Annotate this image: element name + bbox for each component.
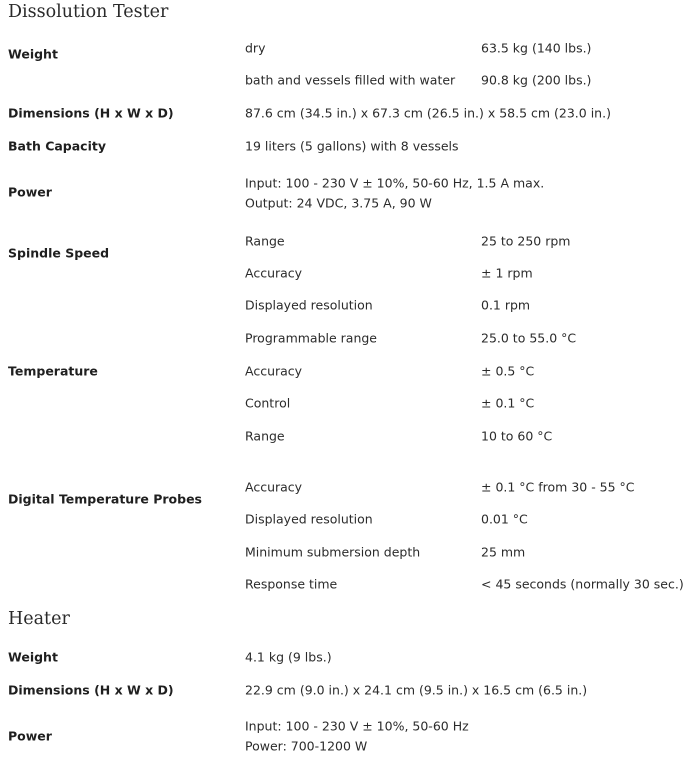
spec-value-dimensions: 87.6 cm (34.5 in.) x 67.3 cm (26.5 in.) x 58.5 cm (23.0 in.): [245, 105, 611, 121]
spec-value-power-output: Output: 24 VDC, 3.75 A, 90 W: [245, 195, 432, 211]
heater-value-dimensions: 22.9 cm (9.0 in.) x 24.1 cm (9.5 in.) x 16.5 cm (6.5 in.): [245, 682, 588, 698]
spec-sub-filled: bath and vessels filled with water: [245, 72, 456, 88]
spec-label-temperature: Temperature: [8, 363, 98, 379]
section-title-heater: Heater: [8, 609, 70, 629]
spec-label-weight: Weight: [8, 46, 58, 62]
spec-sub-temp-programmable: Programmable range: [245, 330, 377, 346]
spec-sub-temp-accuracy: Accuracy: [245, 363, 303, 379]
spec-value-spindle-accuracy: ± 1 rpm: [481, 265, 533, 281]
spec-value-probe-accuracy: ± 0.1 °C from 30 - 55 °C: [481, 479, 635, 495]
spec-label-power: Power: [8, 184, 52, 200]
section-title-dissolution-tester: Dissolution Tester: [8, 2, 169, 22]
spec-label-digital-probes: Digital Temperature Probes: [8, 491, 202, 507]
spec-sub-probe-accuracy: Accuracy: [245, 479, 303, 495]
spec-label-spindle-speed: Spindle Speed: [8, 245, 110, 261]
spec-value-filled-weight: 90.8 kg (200 lbs.): [481, 72, 592, 88]
spec-sub-probe-resolution: Displayed resolution: [245, 511, 373, 527]
heater-value-power-input: Input: 100 - 230 V ± 10%, 50-60 Hz: [245, 718, 469, 734]
spec-sub-temp-range: Range: [245, 428, 285, 444]
spec-sub-probe-depth: Minimum submersion depth: [245, 544, 421, 560]
spec-value-bath-capacity: 19 liters (5 gallons) with 8 vessels: [245, 138, 459, 154]
spec-sub-spindle-range: Range: [245, 233, 285, 249]
spec-sub-probe-response: Response time: [245, 576, 338, 592]
spec-value-temp-range: 10 to 60 °C: [481, 428, 553, 444]
heater-label-power: Power: [8, 728, 52, 744]
spec-sub-spindle-accuracy: Accuracy: [245, 265, 303, 281]
heater-value-power-output: Power: 700-1200 W: [245, 738, 368, 754]
heater-label-dimensions: Dimensions (H x W x D): [8, 682, 174, 698]
spec-label-dimensions: Dimensions (H x W x D): [8, 105, 174, 121]
heater-value-weight: 4.1 kg (9 lbs.): [245, 649, 332, 665]
heater-label-weight: Weight: [8, 649, 58, 665]
spec-value-probe-response: < 45 seconds (normally 30 sec.): [481, 576, 684, 592]
spec-value-temp-control: ± 0.1 °C: [481, 395, 535, 411]
spec-sub-temp-control: Control: [245, 395, 291, 411]
spec-value-dry-weight: 63.5 kg (140 lbs.): [481, 40, 592, 56]
spec-value-probe-resolution: 0.01 °C: [481, 511, 528, 527]
spec-value-power-input: Input: 100 - 230 V ± 10%, 50-60 Hz, 1.5 A max.: [245, 175, 545, 191]
spec-label-bath-capacity: Bath Capacity: [8, 138, 106, 154]
spec-value-temp-accuracy: ± 0.5 °C: [481, 363, 535, 379]
spec-value-probe-depth: 25 mm: [481, 544, 526, 560]
spec-sub-dry: dry: [245, 40, 266, 56]
spec-value-spindle-resolution: 0.1 rpm: [481, 297, 531, 313]
spec-sub-spindle-resolution: Displayed resolution: [245, 297, 373, 313]
spec-value-temp-programmable: 25.0 to 55.0 °C: [481, 330, 577, 346]
spec-value-spindle-range: 25 to 250 rpm: [481, 233, 571, 249]
